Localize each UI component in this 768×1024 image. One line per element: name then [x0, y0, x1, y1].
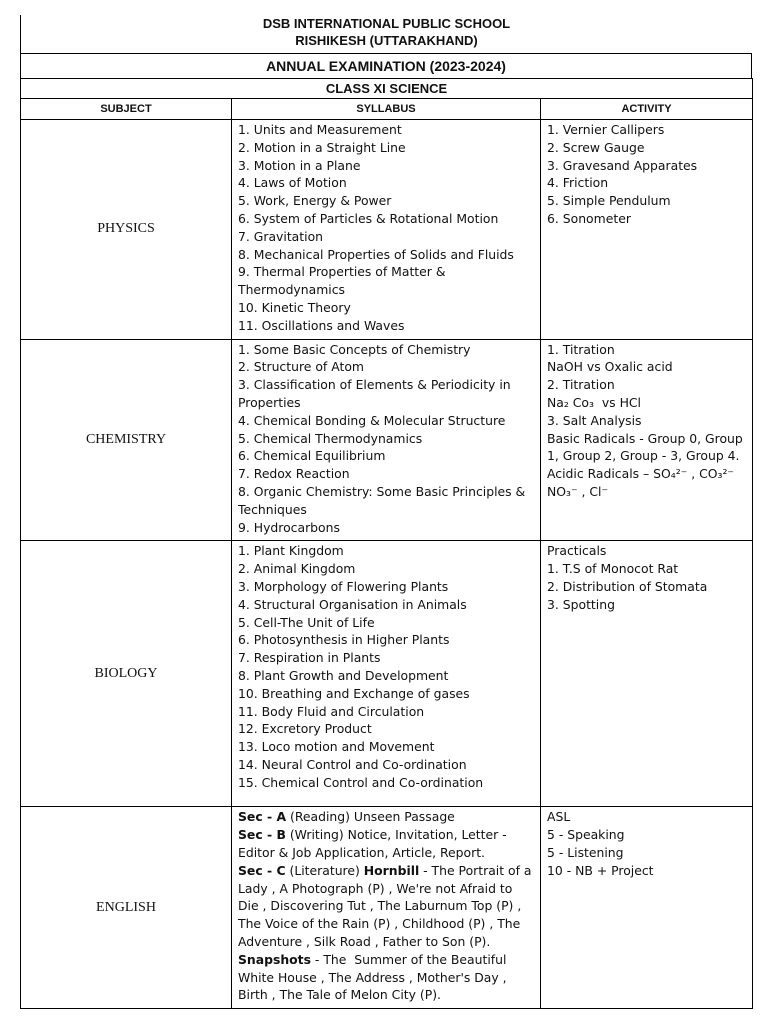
syllabus-item: 4. Chemical Bonding & Molecular Structure [238, 412, 506, 428]
table-row-biology [21, 541, 753, 807]
section-sublabel: Hornbill [363, 862, 420, 878]
syllabus-section [238, 808, 535, 826]
header-syllabus: SYLLABUS [232, 99, 541, 120]
school-header [20, 15, 752, 53]
activity-cell [541, 541, 753, 807]
syllabus-item: 1. Units and Measurement [238, 122, 402, 137]
syllabus-item: 7. Redox Reaction [238, 466, 350, 482]
activity-item: Acidic Radicals – SO₄²⁻ , CO₃²⁻ NO₃⁻ , Cl⁻ [547, 466, 738, 499]
syllabus-cell [232, 120, 541, 340]
activity-item: 2. Titration [547, 377, 615, 393]
activity-item: 5 - Speaking [547, 827, 625, 843]
activity-item: 6. Sonometer [547, 210, 631, 226]
activity-item: 10 - NB + Project [547, 862, 654, 878]
table-row-english [21, 807, 753, 1009]
syllabus-section [238, 862, 535, 951]
syllabus-item: 4. Structural Organisation in Animals [238, 596, 467, 612]
syllabus-item: 7. Respiration in Plants [238, 650, 381, 666]
syllabus-item: 3. Morphology of Flowering Plants [238, 578, 449, 594]
activity-cell [541, 339, 753, 541]
syllabus-item: 3. Classification of Elements & Periodicity in Properties [238, 377, 515, 410]
syllabus-item: 8. Plant Growth and Development [238, 667, 449, 683]
syllabus-item: 10. Kinetic Theory [238, 299, 351, 315]
section-text: - The Portrait of a Lady , A Photograph (P) , We're not Afraid to Die , Discovering Tut , The Laburnum Top (P) , The Voice of the Rain (P) , Childhood (P) , The Adventure , Silk Road , Father to Son (P). [238, 862, 536, 949]
table-row-chemistry [21, 339, 753, 541]
activity-item: Basic Radicals - Group 0, Group 1, Group 2, Group - 3, Group 4. [547, 430, 747, 464]
syllabus-item: 6. System of Particles & Rotational Motion [238, 210, 499, 226]
syllabus-item: 9. Hydrocarbons [238, 519, 340, 535]
syllabus-item: 6. Chemical Equilibrium [238, 448, 386, 464]
syllabus-table [20, 78, 753, 1009]
section-text: - The Summer of the Beautiful White House , The Address , Mother's Day , Birth , The Tale of Melon City (P). [238, 951, 511, 1003]
section-label: Snapshots [238, 951, 311, 967]
syllabus-item: 10. Breathing and Exchange of gases [238, 685, 470, 701]
activity-cell [541, 807, 753, 1009]
syllabus-item: 1. Plant Kingdom [238, 543, 344, 559]
activity-item: 2. Distribution of Stomata [547, 578, 708, 594]
syllabus-item: 11. Oscillations and Waves [238, 317, 405, 333]
subject-cell: ENGLISH [21, 807, 232, 1009]
syllabus-item: 2. Motion in a Straight Line [238, 139, 406, 155]
table-row-physics [21, 120, 753, 340]
subject-cell: BIOLOGY [21, 541, 232, 807]
syllabus-item: 5. Cell-The Unit of Life [238, 614, 375, 630]
header-activity: ACTIVITY [541, 99, 753, 120]
activity-cell [541, 120, 753, 340]
section-text: (Writing) Notice, Invitation, Letter - Editor & Job Application, Article, Report. [238, 827, 511, 860]
syllabus-item: 6. Photosynthesis in Higher Plants [238, 632, 450, 648]
syllabus-item: 12. Excretory Product [238, 721, 372, 737]
syllabus-item: 11. Body Fluid and Circulation [238, 703, 425, 719]
school-name: DSB INTERNATIONAL PUBLIC SCHOOL [262, 16, 511, 31]
syllabus-item: 14. Neural Control and Co-ordination [238, 756, 467, 772]
syllabus-item: 1. Some Basic Concepts of Chemistry [238, 341, 471, 357]
activity-item: NaOH vs Oxalic acid [547, 359, 673, 375]
syllabus-item: 5. Work, Energy & Power [238, 193, 392, 209]
activity-item: Na₂ Co₃ vs HCl [547, 394, 641, 410]
syllabus-item: 5. Chemical Thermodynamics [238, 430, 423, 446]
syllabus-item: 4. Laws of Motion [238, 175, 347, 191]
syllabus-item: 15. Chemical Control and Co-ordination [238, 774, 484, 790]
activity-item: 1. Vernier Callipers [547, 122, 665, 137]
section-label: Sec - A [238, 809, 287, 825]
section-text: (Reading) Unseen Passage [286, 809, 455, 825]
section-label: Sec - C [238, 862, 286, 878]
activity-item: 2. Screw Gauge [547, 139, 645, 155]
activity-item: 4. Friction [547, 175, 609, 191]
syllabus-section [238, 951, 535, 1004]
subject-cell: CHEMISTRY [21, 339, 232, 541]
section-text: (Literature) [285, 862, 364, 878]
section-label: Sec - B [238, 827, 286, 843]
syllabus-item: 2. Structure of Atom [238, 359, 364, 375]
exam-title: ANNUAL EXAMINATION (2023-2024) [20, 53, 752, 79]
syllabus-item: 8. Organic Chemistry: Some Basic Principles & Techniques [238, 483, 530, 517]
subject-cell: PHYSICS [21, 120, 232, 340]
syllabus-cell [232, 807, 541, 1009]
school-location: RISHIKESH (UTTARAKHAND) [295, 33, 478, 48]
syllabus-item: 3. Motion in a Plane [238, 157, 361, 173]
syllabus-cell [232, 541, 541, 807]
syllabus-item: 8. Mechanical Properties of Solids and Fluids [238, 246, 514, 262]
activity-item: 3. Salt Analysis [547, 412, 642, 428]
activity-item: 1. Titration [547, 341, 615, 357]
activity-item: ASL [547, 809, 571, 825]
syllabus-item: 7. Gravitation [238, 228, 324, 244]
syllabus-cell [232, 339, 541, 541]
activity-item: 3. Spotting [547, 596, 615, 612]
activity-item: 1. T.S of Monocot Rat [547, 561, 679, 577]
activity-item: 3. Gravesand Apparates [547, 157, 698, 173]
syllabus-item: 9. Thermal Properties of Matter & Thermodynamics [238, 264, 450, 298]
class-title: CLASS XI SCIENCE [21, 79, 753, 99]
syllabus-item: 2. Animal Kingdom [238, 561, 356, 577]
syllabus-section [238, 826, 535, 862]
header-subject: SUBJECT [21, 99, 232, 120]
activity-item: 5 - Listening [547, 844, 624, 860]
activity-item: Practicals [547, 543, 607, 559]
activity-item: 5. Simple Pendulum [547, 193, 671, 209]
syllabus-item: 13. Loco motion and Movement [238, 739, 435, 755]
